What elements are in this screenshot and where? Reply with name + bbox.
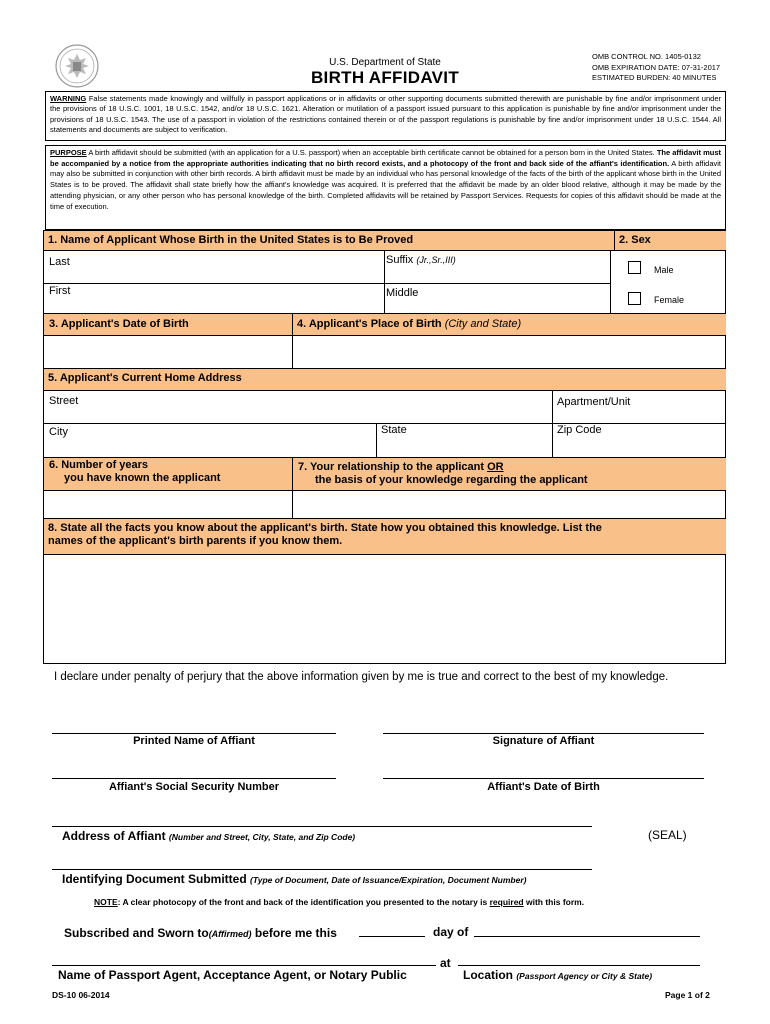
warning-box: WARNING False statements made knowingly and willfully in passport applications or in affidavits or other supporting documents submitted therewith are punishable by fine and/or imprisonment under the provisions of 18 U.S.C. 1001, 18 U.S.C. 1542, and/or 18 U.S.C. 1621. Alteration or mutilation of a passport issued pursuant to this application is punishable by fine and/or imprisonment under the provisions of 18 U.S.C. 1543. The use of a passport in violation of the restrictions contained therein or of the passport regulations is punishable by fine and/or imprisonment under 18 U.S.C. 1544. All statements and documents are subject to verification. — [45, 91, 726, 141]
city-label: City — [49, 426, 68, 438]
male-checkbox[interactable] — [628, 261, 641, 274]
section-3-label: 3. Applicant's Date of Birth — [49, 318, 189, 330]
day-of-label: day of — [433, 925, 469, 939]
omb-info: OMB CONTROL NO. 1405-0132 OMB EXPIRATION DATE: 07-31-2017 ESTIMATED BURDEN: 40 MINUTES — [592, 52, 721, 82]
zip-label: Zip Code — [557, 424, 602, 436]
signature-label: Signature of Affiant — [492, 735, 595, 747]
section-8-header: 8. State all the facts you know about the applicant's birth. State how you obtained this knowledge. List the names of the applicant's birth parents if you know them. — [44, 518, 726, 555]
department-seal-icon — [55, 44, 99, 88]
address-label: Address of Affiant (Number and Street, City, State, and Zip Code) — [62, 829, 356, 843]
note-text: NOTE: A clear photocopy of the front and back of the identification you presented to the notary is required with this form. — [94, 897, 585, 907]
ssn-label: Affiant's Social Security Number — [108, 781, 280, 793]
section-6-label: 6. Number of years you have known the applicant — [49, 459, 221, 484]
section-4-label: 4. Applicant's Place of Birth (City and State) — [297, 318, 522, 330]
suffix-label: Suffix (Jr.,Sr.,III) — [386, 254, 456, 266]
female-checkbox[interactable] — [628, 292, 641, 305]
male-label: Male — [654, 265, 674, 275]
section-1-header: 1. Name of Applicant Whose Birth in the United States is to Be Proved — [44, 231, 614, 251]
last-name-label: Last — [49, 256, 70, 268]
applicant-form — [43, 230, 726, 664]
sworn-label: Subscribed and Sworn to(Affirmed) before me this — [64, 926, 337, 940]
first-name-label: First — [49, 285, 71, 297]
section-2-header: 2. Sex — [614, 231, 726, 251]
id-document-label: Identifying Document Submitted (Type of Document, Date of Issuance/Expiration, Document Number) — [62, 872, 527, 886]
seal-label: (SEAL) — [648, 828, 687, 842]
state-label: State — [381, 424, 407, 436]
purpose-box: PURPOSE A birth affidavit should be submitted (with an application for a U.S. passport) when an acceptable birth certificate cannot be obtained for a person born in the United States. The affidavit must be accompanied by a notice from the appropriate authorities indicating that no birth record exists, and a photocopy of the front and back side of the affiant's identification. A birth affidavit may also be submitted in conjunction with other birth records. A birth affidavit must be made by an individual who has personal knowledge of the facts of the birth of the applicant whose birth in the United States is to be proved. The affidavit shall state briefly how the affiant's knowledge was acquired. It is preferred that the affidavit be made by an older blood relative, although it may be made by the attending physician, or any other person who has personal knowledge of the birth. Completed affidavits will be retained by Passport Services. Requests for copies of this affidavit should be made at the time of execution. — [45, 145, 726, 230]
section-5-header: 5. Applicant's Current Home Address — [44, 368, 726, 391]
printed-name-label: Printed Name of Affiant — [133, 735, 255, 747]
declaration-text: I declare under penalty of perjury that the above information given by me is true and correct to the best of my knowledge. — [54, 671, 669, 683]
dob-label: Affiant's Date of Birth — [487, 781, 600, 793]
female-label: Female — [654, 295, 685, 305]
location-label: Location (Passport Agency or City & State) — [463, 968, 653, 982]
street-label: Street — [49, 395, 79, 407]
department-name: U.S. Department of State — [329, 57, 441, 68]
middle-name-label: Middle — [386, 287, 419, 299]
form-title: BIRTH AFFIDAVIT — [310, 68, 460, 87]
page-number: Page 1 of 2 — [665, 990, 710, 1000]
apartment-label: Apartment/Unit — [557, 396, 631, 408]
section-7-label: 7. Your relationship to the applicant OR the basis of your knowledge regarding the applicant — [298, 461, 588, 486]
form-number: DS-10 06-2014 — [52, 990, 110, 1000]
agent-label: Name of Passport Agent, Acceptance Agent, or Notary Public — [58, 968, 407, 982]
at-label: at — [440, 956, 451, 970]
